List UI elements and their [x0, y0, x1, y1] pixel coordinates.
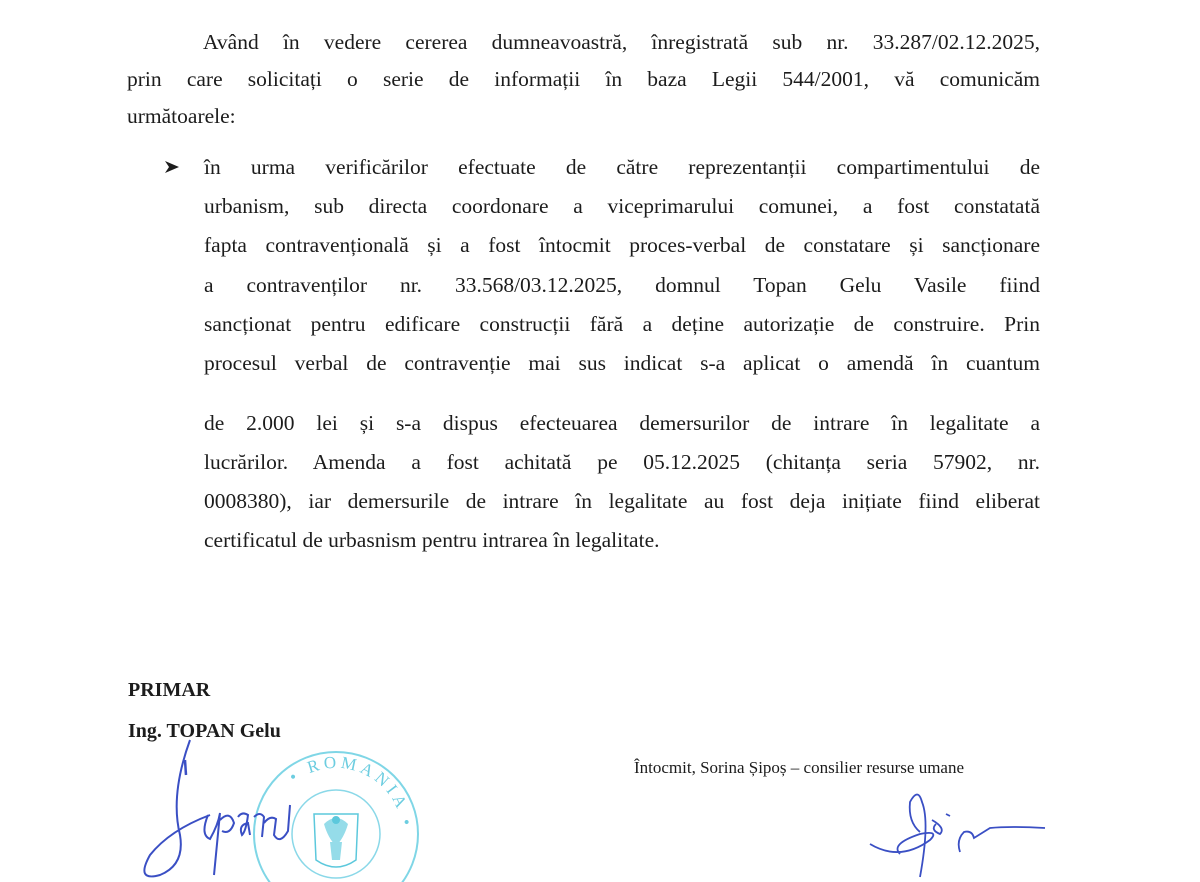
- bullet-line-8: lucrărilor. Amenda a fost achitată pe 05.12.2025 (chitanța seria 57902, nr.: [204, 450, 1040, 474]
- arrowhead-bullet-icon: [163, 158, 181, 176]
- bullet-line-7: de 2.000 lei și s-a dispus efecteuarea demersurilor de intrare în legalitate a: [204, 411, 1040, 435]
- svg-text:• ROMANIA •: • ROMANIA •: [285, 752, 417, 831]
- bullet-line-6: procesul verbal de contravenție mai sus indicat s-a aplicat o amendă în cuantum: [204, 351, 1040, 375]
- intro-line-2: prin care solicitați o serie de informații în baza Legii 544/2001, vă comunicăm: [127, 67, 1040, 91]
- prepared-by-line: Întocmit, Sorina Șipoș – consilier resurse umane: [634, 758, 965, 777]
- preparer-handwritten-signature: [860, 782, 1060, 882]
- bullet-line-3: fapta contravențională și a fost întocmit proces-verbal de constatare și sancționare: [204, 233, 1040, 257]
- bullet-line-5: sancționat pentru edificare construcții fără a deține autorizație de construire. Prin: [204, 312, 1040, 336]
- signer-title: PRIMAR: [128, 679, 211, 701]
- bullet-line-10: certificatul de urbasnism pentru intrarea în legalitate.: [204, 528, 660, 552]
- signer-name: Ing. TOPAN Gelu: [128, 720, 281, 742]
- bullet-line-2: urbanism, sub directa coordonare a viceprimarului comunei, a fost constatată: [204, 194, 1040, 218]
- intro-line-1: Având în vedere cererea dumneavoastră, înregistrată sub nr. 33.287/02.12.2025,: [203, 30, 1040, 54]
- bullet-line-4: a contravenților nr. 33.568/03.12.2025, domnul Topan Gelu Vasile fiind: [204, 273, 1040, 297]
- mayor-handwritten-signature: [130, 735, 320, 882]
- intro-line-3: următoarele:: [127, 104, 236, 128]
- bullet-line-9: 0008380), iar demersurile de intrare în legalitate au fost deja inițiate fiind eliberat: [204, 489, 1040, 513]
- bullet-line-1: în urma verificărilor efectuate de către reprezentanții compartimentului de: [204, 155, 1040, 179]
